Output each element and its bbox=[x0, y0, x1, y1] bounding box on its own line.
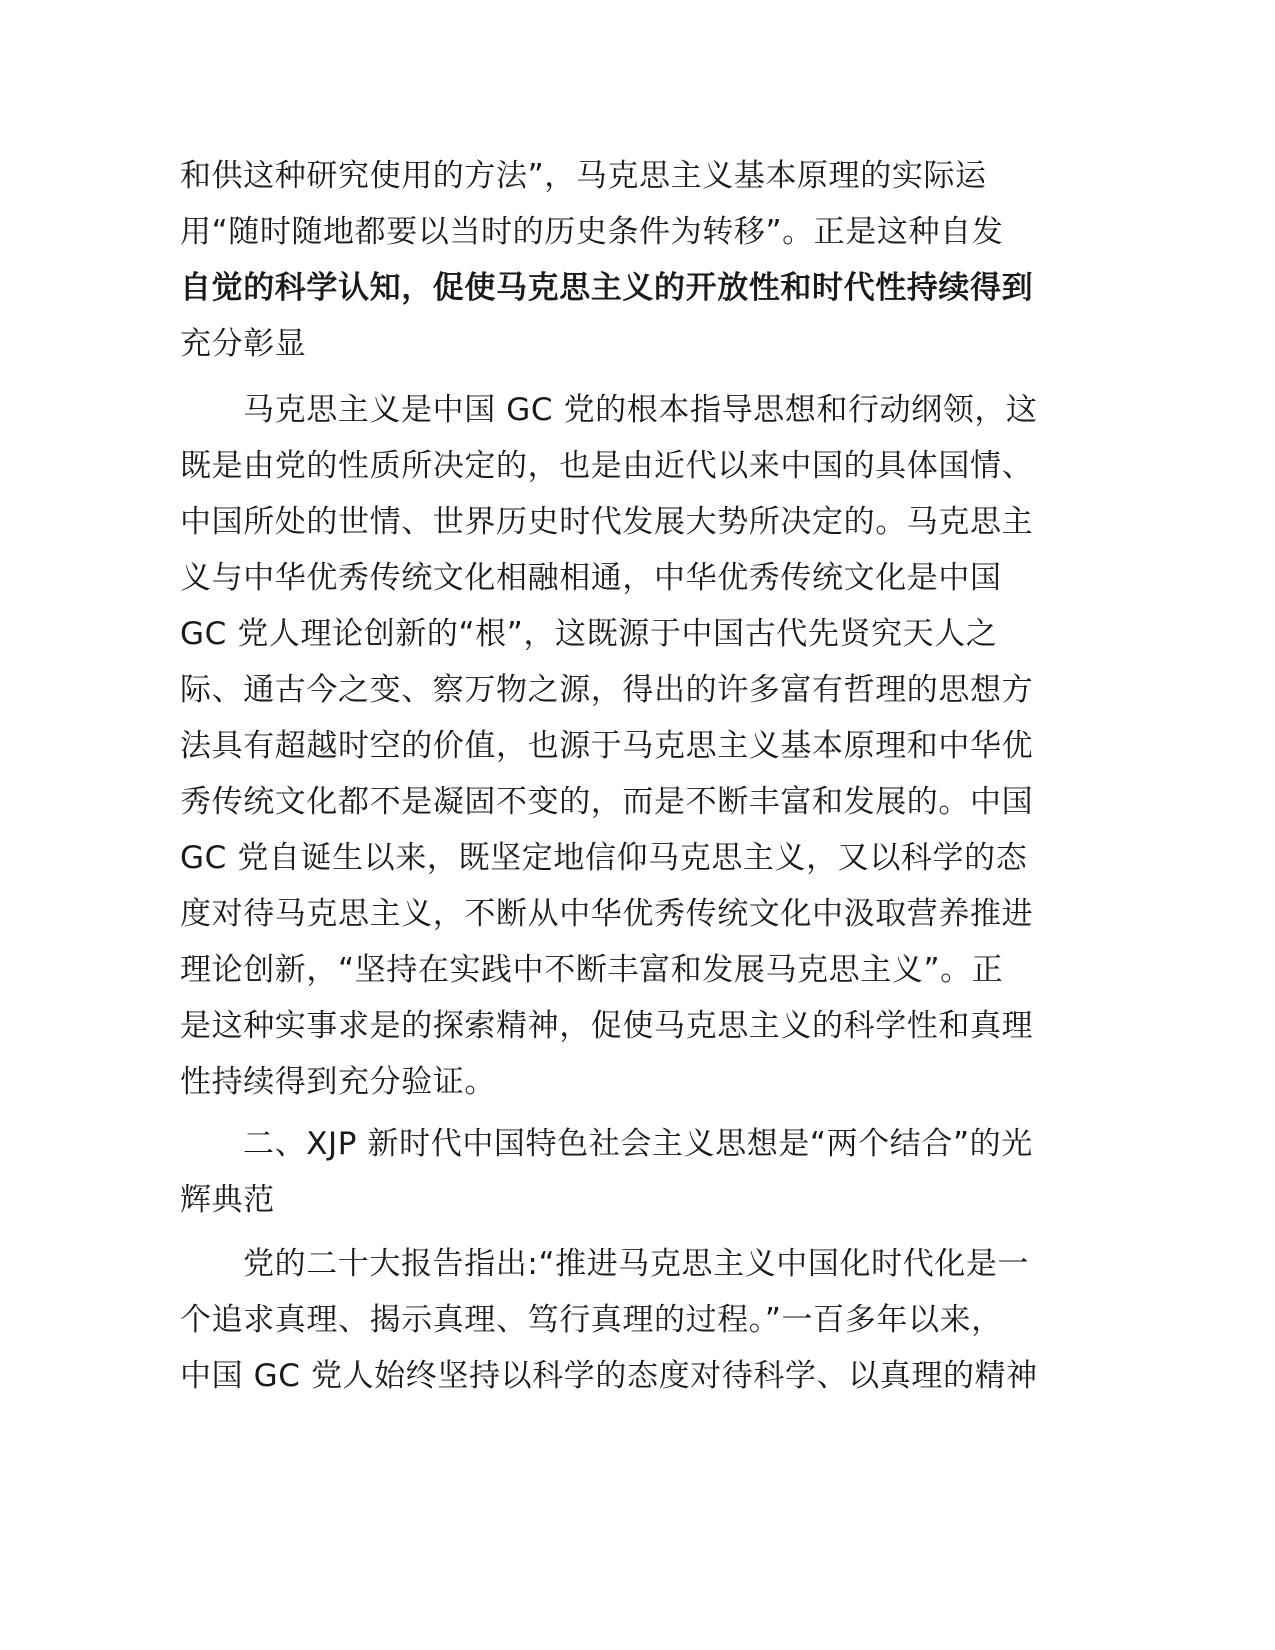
text-line: 理论创新，“坚持在实践中不断丰富和发展马克思主义”。正 bbox=[180, 952, 1004, 988]
text-line: 性持续得到充分验证。 bbox=[180, 1064, 496, 1100]
text-line: 秀传统文化都不是凝固不变的，而是不断丰富和发展的。中国 bbox=[180, 784, 1034, 820]
text-line: GC 党人理论创新的“根”，这既源于中国古代先贤究天人之 bbox=[180, 616, 998, 652]
text-line: 义与中华优秀传统文化相融相通，中华优秀传统文化是中国 bbox=[180, 560, 1002, 596]
text-line: 是这种实事求是的探索精神，促使马克思主义的科学性和真理 bbox=[180, 1008, 1034, 1044]
section-heading-line: 二、XJP 新时代中国特色社会主义思想是“两个结合”的光 bbox=[243, 1126, 1033, 1162]
text-line: 个追求真理、揭示真理、笃行真理的过程。”一百多年以来， bbox=[180, 1302, 1003, 1338]
text-line: 充分彰显 bbox=[180, 326, 307, 362]
text-line: 中国 GC 党人始终坚持以科学的态度对待科学、以真理的精神 bbox=[180, 1358, 1038, 1394]
text-line: 既是由党的性质所决定的，也是由近代以来中国的具体国情、 bbox=[180, 448, 1034, 484]
text-line: GC 党自诞生以来，既坚定地信仰马克思主义，又以科学的态 bbox=[180, 840, 1028, 876]
text-line: 党的二十大报告指出:“推进马克思主义中国化时代化是一 bbox=[243, 1246, 1030, 1282]
text-line: 中国所处的世情、世界历史时代发展大势所决定的。马克思主 bbox=[180, 504, 1034, 540]
text-line: 法具有超越时空的价值，也源于马克思主义基本原理和中华优 bbox=[180, 728, 1034, 764]
text-line: 用“随时随地都要以当时的历史条件为转移”。正是这种自发 bbox=[180, 214, 1004, 250]
text-line: 际、通古今之变、察万物之源，得出的许多富有哲理的思想方 bbox=[180, 672, 1034, 708]
section-heading-line: 辉典范 bbox=[180, 1182, 275, 1218]
text-line: 和供这种研究使用的方法”，马克思主义基本原理的实际运 bbox=[180, 158, 987, 194]
text-line: 马克思主义是中国 GC 党的根本指导思想和行动纲领，这 bbox=[243, 392, 1038, 428]
text-line: 自觉的科学认知，促使马克思主义的开放性和时代性持续得到 bbox=[180, 270, 1034, 306]
text-line: 度对待马克思主义，不断从中华优秀传统文化中汲取营养推进 bbox=[180, 896, 1034, 932]
